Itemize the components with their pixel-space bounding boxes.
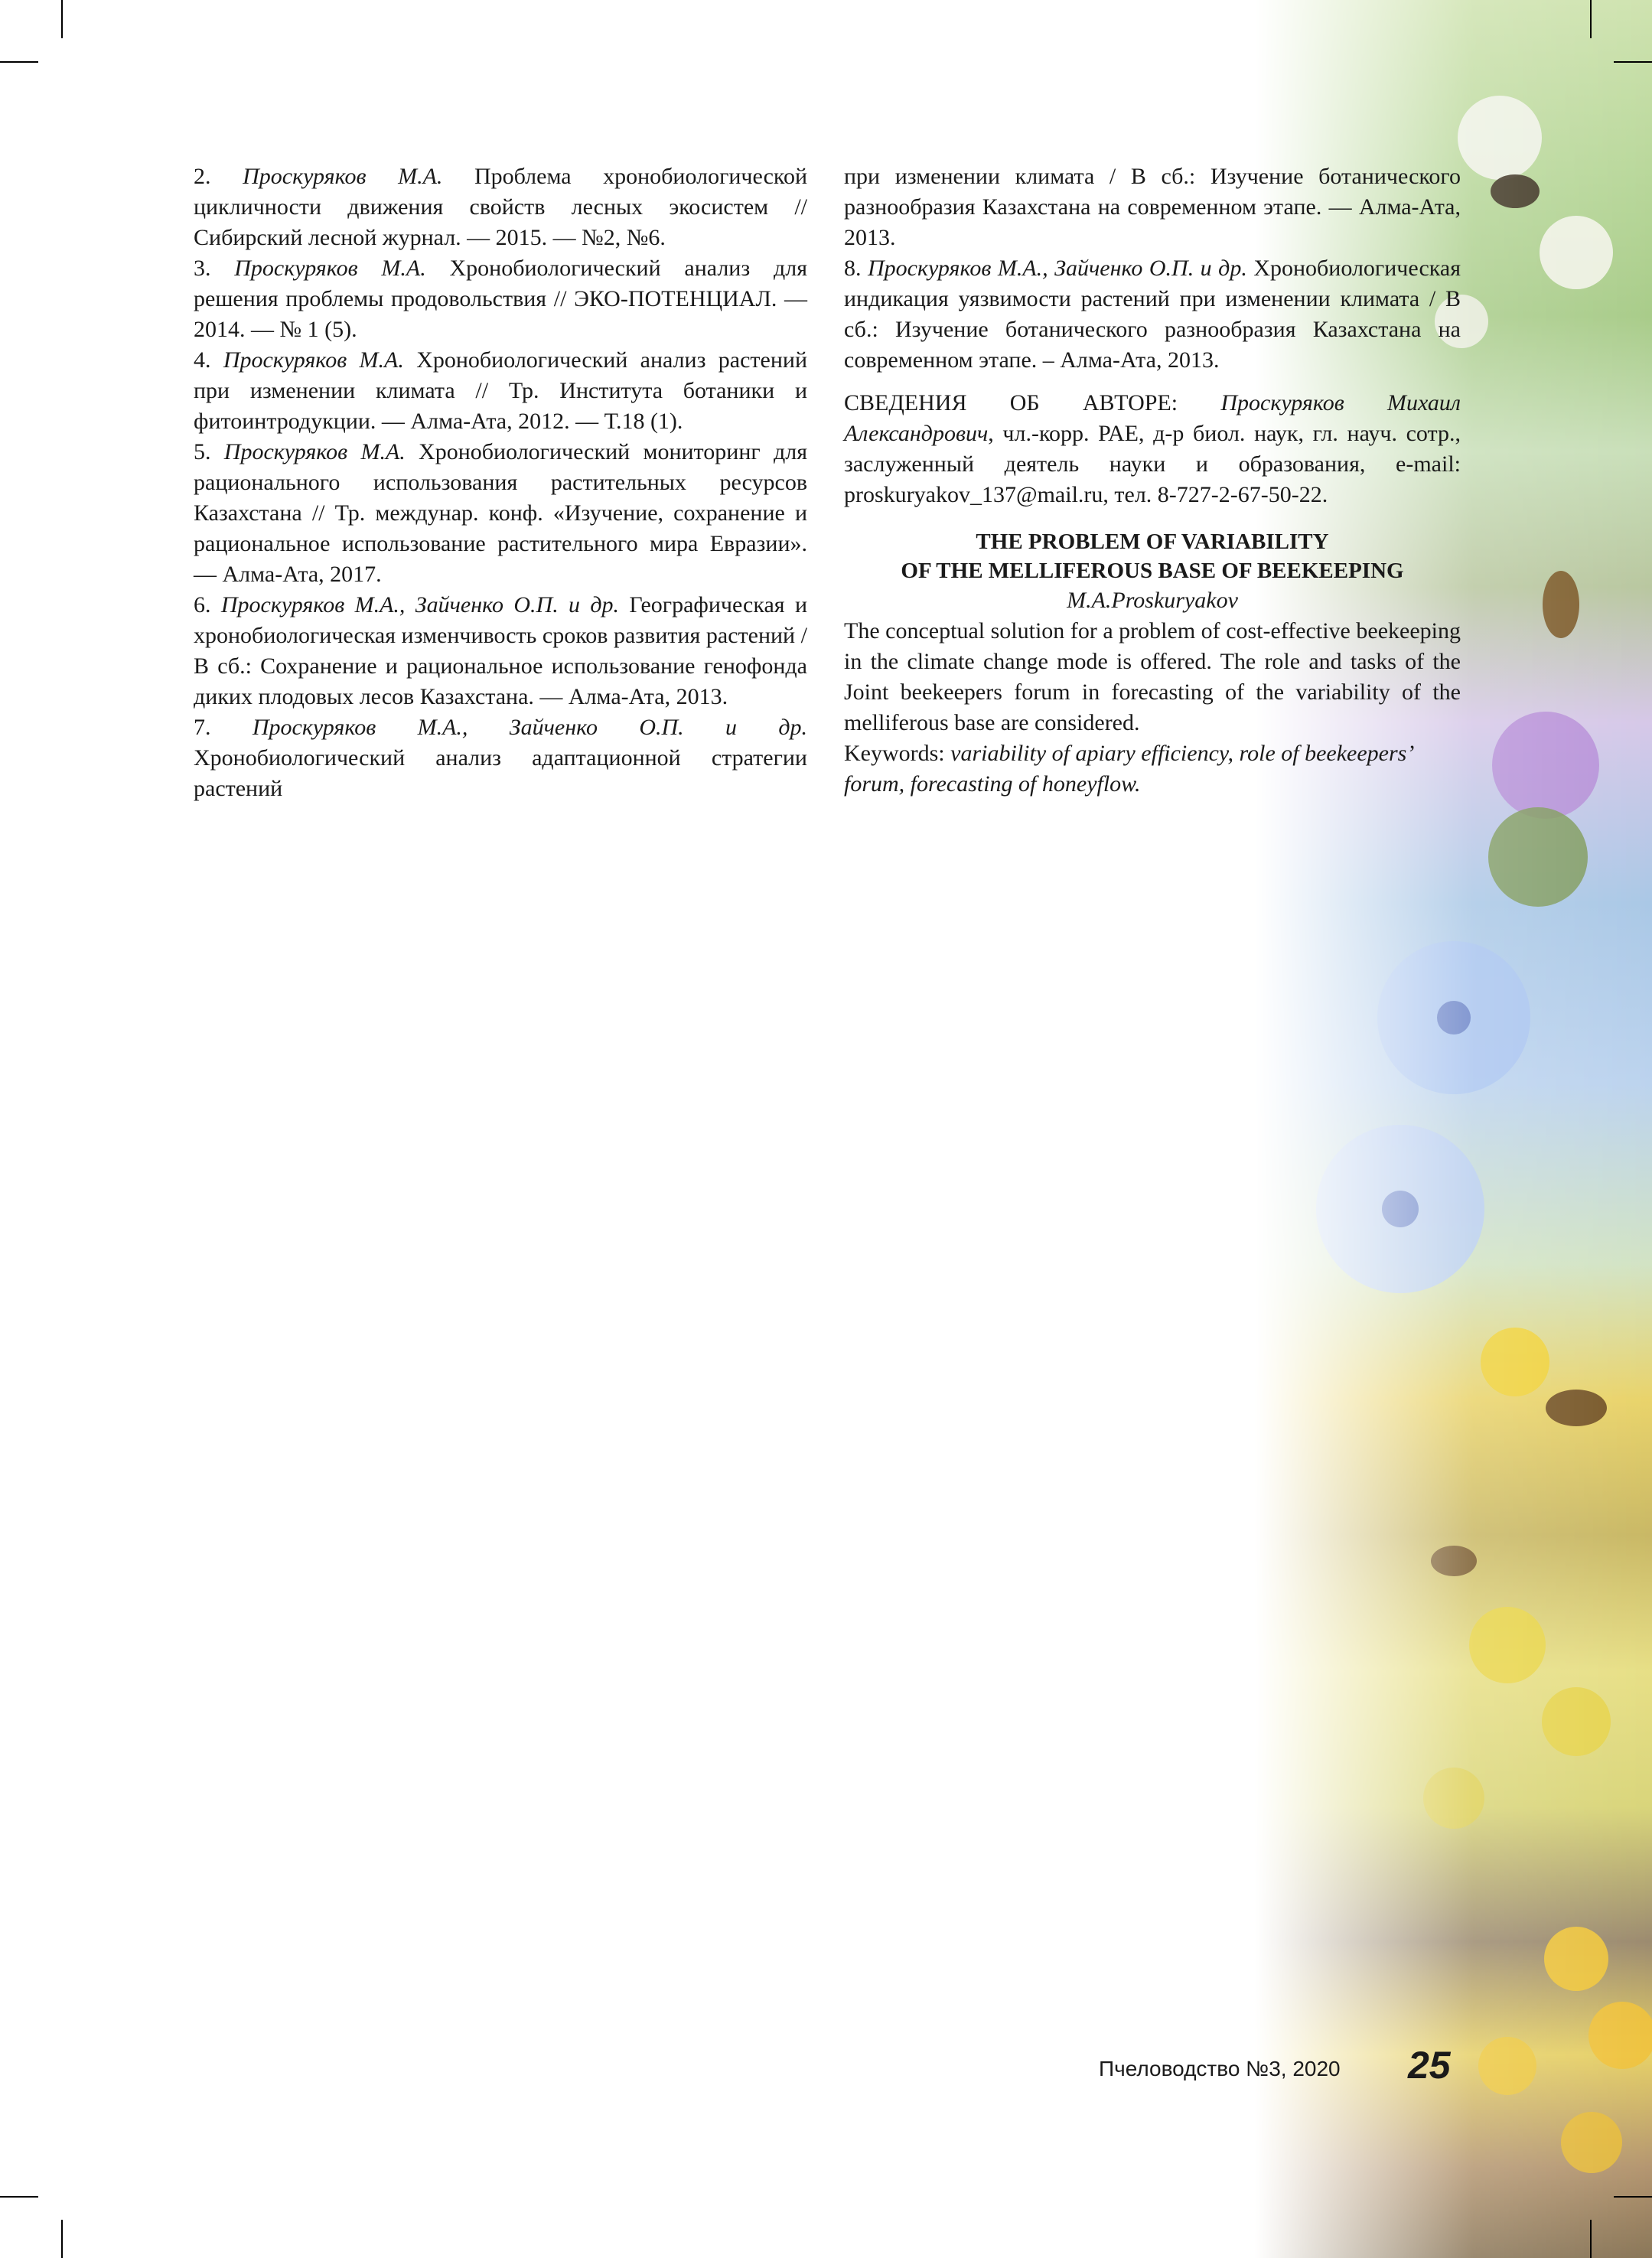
keywords-list: variability of apiary efficiency, role of beekeepers’ forum, forecasting of honeyflow.	[844, 741, 1413, 797]
crop-mark	[0, 2196, 38, 2198]
reference-author: Проскуряков М.А.	[223, 347, 404, 373]
crop-mark	[1590, 0, 1592, 38]
author-info-name: Проскуряков Михаил Александрович	[844, 390, 1461, 446]
reference-5: 5. Проскуряков М.А. Хронобиологический мониторинг для рационального использования растительных ресурсов Казахстана // Тр. междунар. конф. «Изучение, сохранение и рациональное использование растительного мира Евразии». — Алма-Ата, 2017.	[194, 439, 807, 587]
reference-author: Проскуряков М.А.	[243, 164, 443, 189]
author-info-label: СВЕДЕНИЯ ОБ АВТОРЕ:	[844, 390, 1221, 415]
abstract-author: M.A.Proskuryakov	[1067, 588, 1238, 613]
crop-mark	[1614, 2196, 1652, 2198]
references-right-column	[844, 161, 1461, 800]
reference-6: 6. Проскуряков М.А., Зайченко О.П. и др. Географическая и хронобиологическая изменчивость сроков развития растений / В сб.: Сохранение и рациональное использование генофонда диких плодовых лесов Казахстана. — Алма-Ата, 2013.	[194, 592, 807, 709]
reference-author: Проскуряков М.А., Зайченко О.П. и др.	[220, 592, 620, 617]
reference-author: Проскуряков М.А.	[223, 439, 406, 464]
abstract-body: The conceptual solution for a problem of cost-effective beekeeping in the climate change mode is offered. The role and tasks of the Joint beekeepers forum in forecasting of the variability of the melliferous base are considered.	[844, 618, 1461, 735]
journal-issue: Пчеловодство №3, 2020	[1099, 2057, 1341, 2080]
page-number: 25	[1408, 2044, 1451, 2087]
crop-mark	[1614, 61, 1652, 63]
crop-mark	[61, 0, 63, 38]
crop-mark	[0, 61, 38, 63]
reference-author: Проскуряков М.А.	[234, 256, 426, 281]
reference-7-continued: при изменении климата / В сб.: Изучение ботанического разнообразия Казахстана на современном этапе. — Алма-Ата, 2013.	[844, 164, 1461, 250]
author-info	[844, 388, 1461, 510]
crop-mark	[1590, 2220, 1592, 2258]
reference-3: 3. Проскуряков М.А. Хронобиологический анализ для решения проблемы продовольствия // ЭКО-ПОТЕНЦИАЛ. — 2014. — № 1 (5).	[194, 256, 808, 342]
reference-8: 8. Проскуряков М.А., Зайченко О.П. и др. Хронобиологическая индикация уязвимости растений при изменении климата / В сб.: Изучение ботанического разнообразия Казахстана на современном этапе. – Алма-Ата, 2013.	[844, 256, 1461, 373]
abstract-keywords: Keywords: variability of apiary efficiency, role of beekeepers’ forum, forecasting of honeyflow.	[844, 741, 1413, 797]
reference-author: Проскуряков М.А., Зайченко О.П. и др.	[867, 256, 1247, 281]
reference-author: Проскуряков М.А., Зайченко О.П. и др.	[252, 715, 807, 740]
reference-4: 4. Проскуряков М.А. Хронобиологический анализ растений при изменении климата // Тр. Института ботаники и фитоинтродукции. — Алма-Ата, 2012. — Т.18 (1).	[194, 347, 808, 434]
author-info-text: , чл.-корр. РАЕ, д-р биол. наук, гл. науч. сотр., заслуженный деятель науки и образования, e-mail: proskuryakov_137@mail.ru, тел. 8-727-2-67-50-22.	[844, 421, 1461, 507]
reference-7: 7. Проскуряков М.А., Зайченко О.П. и др. Хронобиологический анализ адаптационной стратегии растений	[194, 715, 807, 801]
abstract-title: THE PROBLEM OF VARIABILITY OF THE MELLIFEROUS BASE OF BEEKEEPING	[901, 529, 1404, 583]
crop-mark	[61, 2220, 63, 2258]
references-left-column	[194, 161, 807, 804]
reference-2: 2. Проскуряков М.А. Проблема хронобиологической цикличности движения свойств лесных экосистем // Сибирский лесной журнал. — 2015. — №2, №6.	[194, 164, 807, 250]
